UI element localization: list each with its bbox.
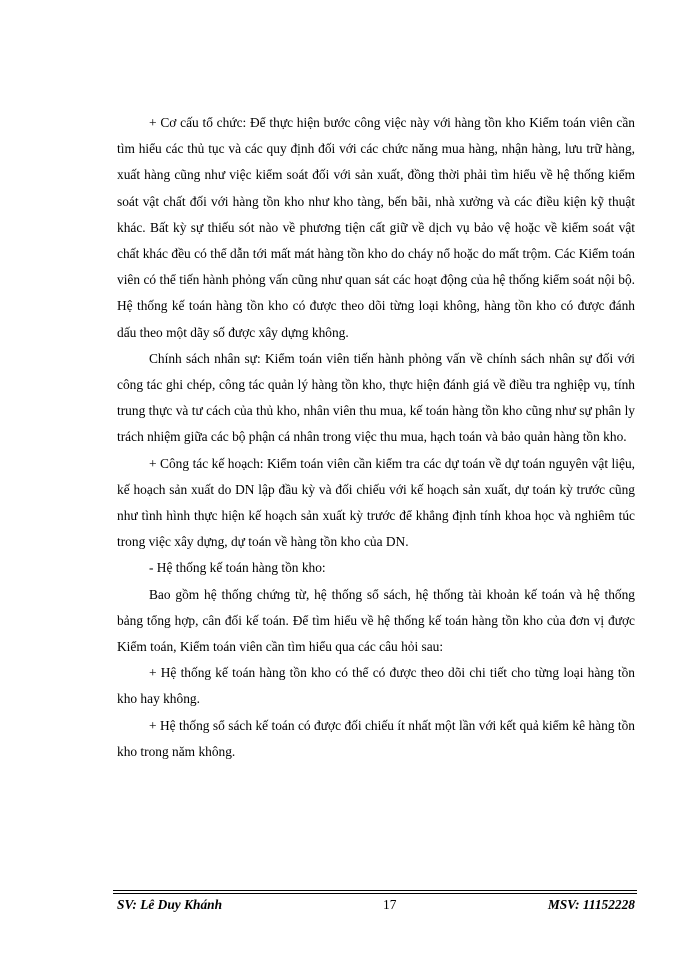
footer-rule-secondary — [113, 893, 637, 894]
body-text — [117, 110, 635, 765]
footer-page-number: 17 — [383, 897, 397, 912]
paragraph-question-1: + Hệ thống kế toán hàng tồn kho có thể có được theo dõi chi tiết cho từng loại hàng tồn kho hay không. — [117, 665, 635, 707]
footer-student-name: SV: Lê Duy Khánh — [117, 897, 223, 912]
paragraph-personnel-policy: Chính sách nhân sự: Kiểm toán viên tiến hành phỏng vấn về chính sách nhân sự đối với công tác ghi chép, công tác quản lý hàng tồn kho, thực hiện đánh giá về điều tra nghiệp vụ, tính trung thực và tư cách của thủ kho, nhân viên thu mua, kế toán hàng tồn kho cũng như sự phân ly trách nhiệm giữa các bộ phận cá nhân trong việc thu mua, hạch toán và bảo quản hàng tồn kho. — [117, 350, 635, 445]
paragraph-accounting-system-intro: Bao gồm hệ thống chứng từ, hệ thống sổ sách, hệ thống tài khoản kế toán và hệ thống bảng tổng hợp, cân đối kế toán. Để tìm hiểu về hệ thống kế toán hàng tồn kho của đơn vị được Kiểm toán, Kiểm toán viên cần tìm hiểu qua các câu hỏi sau: — [117, 586, 635, 655]
footer-rule — [113, 890, 637, 891]
paragraph-question-2: + Hệ thống sổ sách kế toán có được đối chiếu ít nhất một lần với kết quả kiểm kê hàng tồn kho trong năm không. — [117, 717, 635, 759]
footer-student-id: MSV: 11152228 — [547, 897, 635, 912]
paragraph-accounting-system-heading: - Hệ thống kế toán hàng tồn kho: — [149, 560, 326, 576]
paragraph-planning: + Công tác kế hoạch: Kiểm toán viên cần kiểm tra các dự toán về dự toán nguyên vật liệu, kế hoạch sản xuất do DN lập đầu kỳ và đối chiếu với kế hoạch sản xuất, dự toán kỳ trước cũng như tình hình thực hiện kế hoạch sản xuất kỳ trước để khẳng định tính khoa học và nghiêm túc trong việc xây dựng, dự toán về hàng tồn kho của DN. — [117, 455, 635, 550]
page-footer — [117, 897, 635, 917]
paragraph-organization-structure: + Cơ cấu tổ chức: Để thực hiện bước công việc này với hàng tồn kho Kiểm toán viên cần tìm hiểu các thủ tục và các quy định đối với các chức năng mua hàng, nhận hàng, lưu trữ hàng, xuất hàng cũng như việc kiểm soát đối với sản xuất, đồng thời phải tìm hiểu về hệ thống kiểm soát vật chất đối với hàng tồn kho như kho tàng, bến bãi, nhà xưởng và các điều kiện kỹ thuật khác. Bất kỳ sự thiếu sót nào về phương tiện cất giữ về dịch vụ bảo vệ hoặc về kiểm soát vật chất khác đều có thể dẫn tới mất mát hàng tồn kho do cháy nổ hoặc do mất trộm. Các Kiểm toán viên có thể tiến hành phỏng vấn cũng như quan sát các hoạt động của hệ thống kiểm soát nội bộ. Hệ thống kế toán hàng tồn kho có được theo dõi từng loại không, hàng tồn kho có được đánh dấu theo một dãy số được xây dựng không. — [117, 115, 635, 340]
